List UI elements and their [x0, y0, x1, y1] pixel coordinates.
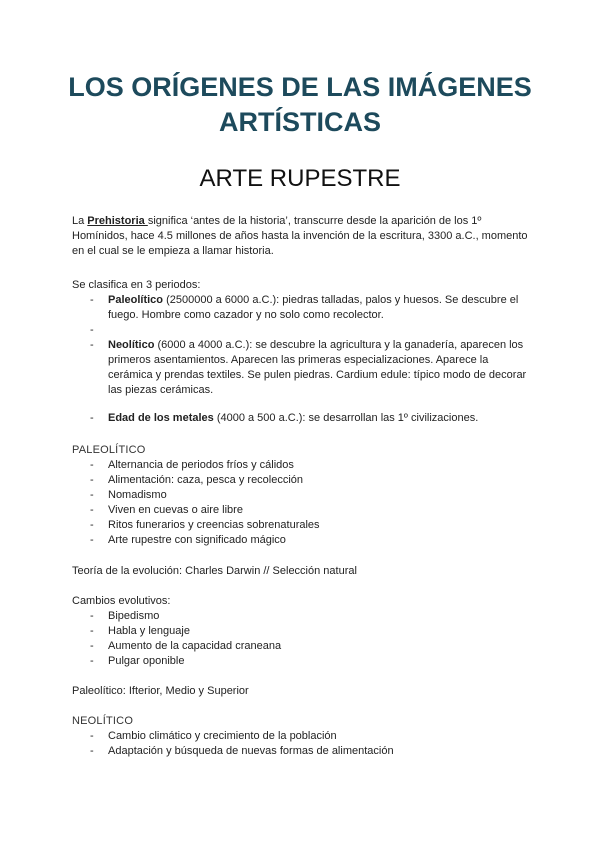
changes-list	[72, 609, 532, 669]
periods-section	[72, 278, 532, 426]
list-item: - Pulgar oponible	[72, 654, 532, 669]
neolitico-list	[72, 729, 532, 759]
intro-paragraph	[72, 214, 532, 259]
list-item: - Cambio climático y crecimiento de la población	[72, 729, 532, 744]
period-item-neolitico	[72, 338, 532, 398]
period-text: (2500000 a 6000 a.C.): piedras talladas, palos y huesos. Se descubre el fuego. Hombre como cazador y no solo como recolector.	[108, 294, 519, 321]
period-item-empty	[72, 323, 532, 338]
list-item: - Arte rupestre con significado mágico	[72, 533, 532, 548]
list-item: - Viven en cuevas o aire libre	[72, 503, 532, 518]
period-term: Neolítico	[108, 339, 155, 351]
changes-section	[72, 594, 532, 669]
period-item-metales	[72, 411, 532, 426]
period-term: Edad de los metales	[108, 412, 214, 424]
intro-term: Prehistoria	[87, 215, 148, 227]
neolitico-section	[72, 714, 532, 759]
list-item: - Aumento de la capacidad craneana	[72, 639, 532, 654]
paleolitico-phases: Paleolítico: Ifterior, Medio y Superior	[72, 685, 249, 697]
list-item: - Nomadismo	[72, 488, 532, 503]
list-item: - Habla y lenguaje	[72, 624, 532, 639]
list-item: - Alimentación: caza, pesca y recolección	[72, 473, 532, 488]
paleolitico-section	[72, 443, 532, 548]
periods-lead: Se clasifica en 3 periodos:	[72, 279, 201, 291]
list-item: - Adaptación y búsqueda de nuevas formas de alimentación	[72, 744, 532, 759]
neolitico-heading: NEOLÍTICO	[72, 715, 134, 727]
list-item: - Bipedismo	[72, 609, 532, 624]
paleolitico-list	[72, 458, 532, 548]
changes-lead: Cambios evolutivos:	[72, 595, 171, 607]
intro-post: significa ‘antes de la historia’, transcurre desde la aparición de los 1º Homínidos, hace 4.5 millones de años hasta la invención de la escritura, 3300 a.C., momento en el cual se le empieza a llamar historia.	[72, 215, 528, 257]
period-text: (4000 a 500 a.C.): se desarrollan las 1º civilizaciones.	[213, 412, 479, 424]
intro-pre: La	[72, 215, 88, 227]
period-text: (6000 a 4000 a.C.): se descubre la agricultura y la ganadería, aparecen los primeros asentamientos. Aparecen las primeras especializaciones. Aparece la cerámica y prendas textiles. Se pulen piedras. Cardium edule: típico modo de decorar las piezas cerámicas.	[108, 339, 527, 396]
page-title: LOS ORÍGENES DE LAS IMÁGENES ARTÍSTICAS	[68, 72, 532, 137]
list-item: - Alternancia de periodos fríos y cálidos	[72, 458, 532, 473]
period-term: Paleolítico	[108, 294, 164, 306]
paleolitico-heading: PALEOLÍTICO	[72, 444, 146, 456]
page-subtitle: ARTE RUPESTRE	[199, 165, 401, 192]
period-item-paleolitico	[72, 293, 532, 323]
evolution-theory: Teoría de la evolución: Charles Darwin // Selección natural	[72, 565, 357, 577]
periods-list	[72, 293, 532, 426]
list-item: - Ritos funerarios y creencias sobrenaturales	[72, 518, 532, 533]
